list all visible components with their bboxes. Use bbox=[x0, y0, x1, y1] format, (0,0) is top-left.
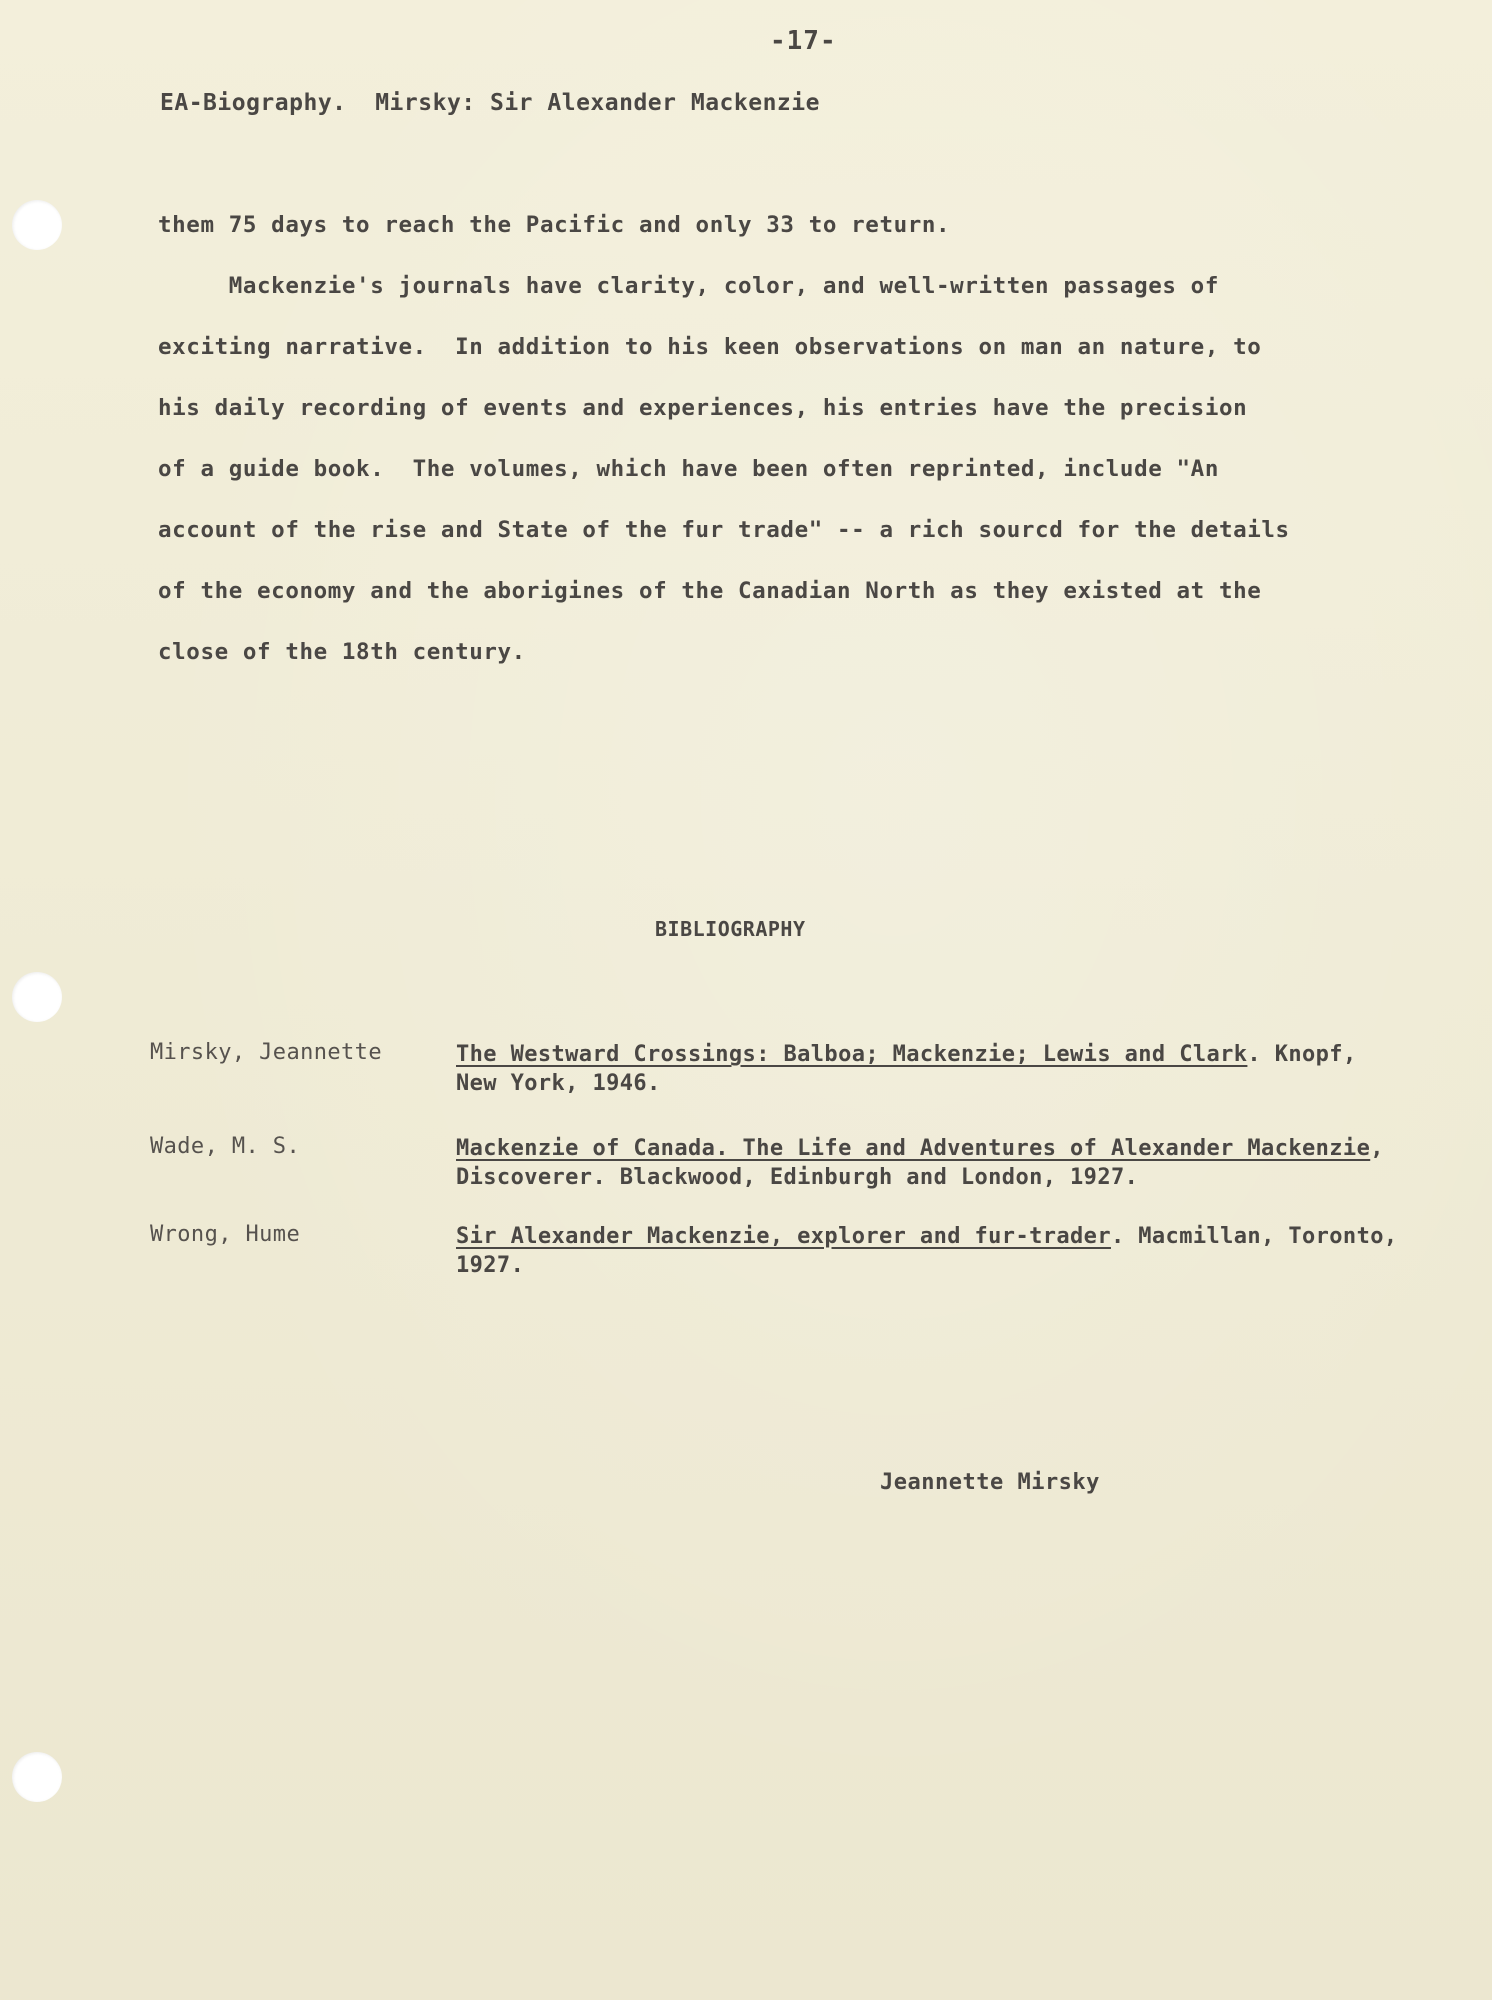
bibliography-author: Wade, M. S. bbox=[150, 1134, 301, 1159]
body-line: his daily recording of events and experiences, his entries have the precision bbox=[158, 395, 1248, 421]
bibliography-title: Mackenzie of Canada. The Life and Adventures of Alexander Mackenzie bbox=[456, 1136, 1371, 1161]
page-number: -17- bbox=[770, 26, 837, 56]
running-header: EA-Biography. Mirsky: Sir Alexander Mackenzie bbox=[160, 90, 820, 116]
body-line: them 75 days to reach the Pacific and only 33 to return. bbox=[158, 212, 951, 238]
body-line: exciting narrative. In addition to his keen observations on man an nature, to bbox=[158, 334, 1262, 360]
punch-hole-middle bbox=[12, 972, 62, 1022]
punch-hole-top bbox=[12, 200, 62, 250]
body-line: Mackenzie's journals have clarity, color, and well-written passages of bbox=[158, 273, 1219, 299]
body-line: of the economy and the aborigines of the Canadian North as they existed at the bbox=[158, 578, 1262, 604]
bibliography-publication: . Knopf, New York, 1946. bbox=[456, 1042, 1357, 1096]
body-line: of a guide book. The volumes, which have been often reprinted, include "An bbox=[158, 456, 1219, 482]
bibliography-citation bbox=[456, 1134, 1406, 1192]
bibliography-author: Mirsky, Jeannette bbox=[150, 1040, 382, 1065]
author-signature: Jeannette Mirsky bbox=[880, 1470, 1100, 1495]
body-line: account of the rise and State of the fur trade" -- a rich sourcd for the details bbox=[158, 517, 1290, 543]
punch-hole-bottom bbox=[12, 1752, 62, 1802]
body-line: close of the 18th century. bbox=[158, 639, 526, 665]
bibliography-publication: . Macmillan, Toronto, 1927. bbox=[456, 1224, 1398, 1278]
body-paragraphs bbox=[158, 205, 1398, 693]
bibliography-publication: , Discoverer. Blackwood, Edinburgh and London, 1927. bbox=[456, 1136, 1384, 1190]
bibliography-author: Wrong, Hume bbox=[150, 1222, 301, 1247]
bibliography-citation bbox=[456, 1040, 1406, 1098]
bibliography-title: The Westward Crossings: Balboa; Mackenzie; Lewis and Clark bbox=[456, 1042, 1248, 1067]
bibliography-title: Sir Alexander Mackenzie, explorer and fur-trader bbox=[456, 1224, 1111, 1249]
bibliography-heading: BIBLIOGRAPHY bbox=[655, 917, 806, 941]
bibliography-citation bbox=[456, 1222, 1406, 1280]
